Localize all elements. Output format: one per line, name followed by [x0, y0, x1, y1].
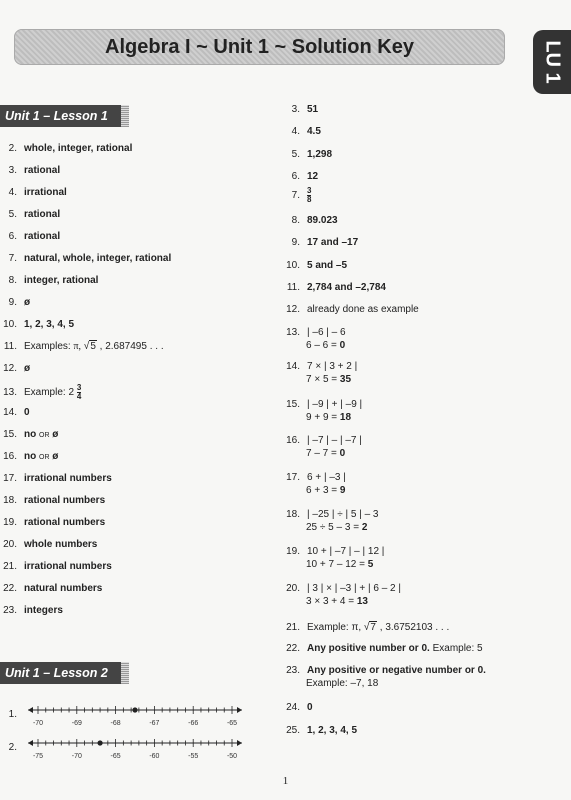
lesson1-item: 5. rational [8, 209, 61, 220]
number-line-tick-label: -69 [71, 720, 82, 727]
number-line-arrow [237, 740, 242, 746]
number-line-1 [26, 704, 246, 728]
column2-item-q16: 16. | –7 | – | –7 | 7 – 7 = 0 [286, 435, 362, 459]
column2-item: 3. 51 [291, 104, 319, 115]
lesson1-item: 4. irrational [8, 187, 67, 198]
column2-item: 8. 89.023 [291, 215, 338, 226]
column2-item-q14: 14. 7 × | 3 + 2 | 7 × 5 = 35 [286, 361, 358, 385]
lesson1-item: 9. ø [8, 297, 31, 308]
lesson1-item: 14. 0 [3, 407, 30, 418]
column2-item-q18: 18. | –25 | ÷ | 5 | – 3 25 ÷ 5 – 3 = 2 [286, 509, 379, 533]
lesson1-item: 22. natural numbers [3, 583, 103, 594]
column2-item: 12. already done as example [286, 304, 419, 315]
lesson1-item: 20. whole numbers [3, 539, 98, 550]
number-line-tick-label: -75 [32, 753, 44, 760]
lesson1-heading: Unit 1 – Lesson 1 [0, 105, 121, 127]
number-line-tick-label: -66 [188, 720, 199, 727]
column2-item: 9. 17 and –17 [291, 237, 359, 248]
column2-item-q20: 20. | 3 | × | –3 | + | 6 – 2 | 3 × 3 + 4 = 13 [286, 583, 401, 607]
column2-item-q13: 13. | –6 | – 6 6 – 6 = 0 [286, 327, 346, 351]
number-line-tick-label: -70 [71, 753, 82, 760]
lesson1-item: 21. irrational numbers [3, 561, 112, 572]
column2-item-21: 21. Example: π, √7 , 3.6752103 . . . [286, 622, 450, 633]
number-line-2 [26, 737, 246, 761]
column2-item-q15: 15. | –9 | + | –9 | 9 + 9 = 18 [286, 399, 363, 423]
column2-item: 10. 5 and –5 [286, 260, 348, 271]
lesson1-item: 12. ø [3, 363, 31, 374]
number-line-tick-label: -55 [188, 753, 199, 760]
numline2-number: 2. [8, 742, 17, 753]
number-line-tick-label: -60 [149, 753, 160, 760]
number-line-tick-label: -70 [32, 720, 44, 727]
numline1-number: 1. [8, 709, 17, 720]
lesson1-item: 15. no OR ø [3, 429, 59, 440]
number-line-point [132, 707, 137, 712]
lesson1-item: 13. Example: 2 $\frac{3}{4}$ [3, 383, 82, 401]
lesson1-item: 10. 1, 2, 3, 4, 5 [3, 319, 75, 330]
column2-item-22: 22. Any positive number or 0. Example: 5 [286, 643, 483, 654]
number-line-arrow [28, 740, 33, 746]
column2-item: 11. 2,784 and –2,784 [286, 282, 386, 293]
lesson1-item: 18. rational numbers [3, 495, 106, 506]
page-title-bar [14, 29, 505, 65]
column2-item-q17: 17. 6 + | –3 | 6 + 3 = 9 [286, 472, 346, 496]
lesson1-item: 16. no OR ø [3, 451, 59, 462]
column2-item-7: 7. $\frac{3}{8}$ [291, 186, 312, 204]
lesson1-item: 3. rational [8, 165, 61, 176]
lesson1-item: 6. rational [8, 231, 61, 242]
column2-item-q24: 24. 0 [286, 702, 313, 713]
page-number: 1 [282, 775, 289, 787]
number-line-tick-label: -50 [226, 753, 238, 760]
page-title: Algebra I ~ Unit 1 ~ Solution Key [105, 35, 414, 58]
unit-tab-label: LU 1 [541, 40, 564, 84]
lesson1-item: 17. irrational numbers [3, 473, 112, 484]
lesson1-item: 2. whole, integer, rational [8, 143, 133, 154]
lesson1-item: 23. integers [3, 605, 63, 616]
column2-item: 6. 12 [291, 171, 319, 182]
number-line-arrow [237, 707, 242, 713]
column2-item-q25: 25. 1, 2, 3, 4, 5 [286, 725, 358, 736]
lesson1-item: 11. Examples: π, √5 , 2.687495 . . . [3, 341, 164, 352]
column2-item: 4. 4.5 [291, 126, 321, 137]
column2-item-q19: 19. 10 + | –7 | – | 12 | 10 + 7 – 12 = 5 [286, 546, 385, 570]
number-line-point [97, 740, 102, 745]
lesson1-item: 8. integer, rational [8, 275, 99, 286]
number-line-tick-label: -67 [149, 720, 160, 727]
number-line-tick-label: -65 [110, 753, 121, 760]
lesson1-item: 19. rational numbers [3, 517, 106, 528]
number-line-tick-label: -65 [226, 720, 238, 727]
lesson1-item: 7. natural, whole, integer, rational [8, 253, 172, 264]
unit-tab [533, 30, 571, 94]
lesson2-heading: Unit 1 – Lesson 2 [0, 662, 121, 684]
column2-item: 5. 1,298 [291, 149, 333, 160]
number-line-tick-label: -68 [110, 720, 121, 727]
number-line-arrow [28, 707, 33, 713]
column2-item-23: 23. Any positive or negative number or 0. Example: –7, 18 [286, 665, 486, 689]
